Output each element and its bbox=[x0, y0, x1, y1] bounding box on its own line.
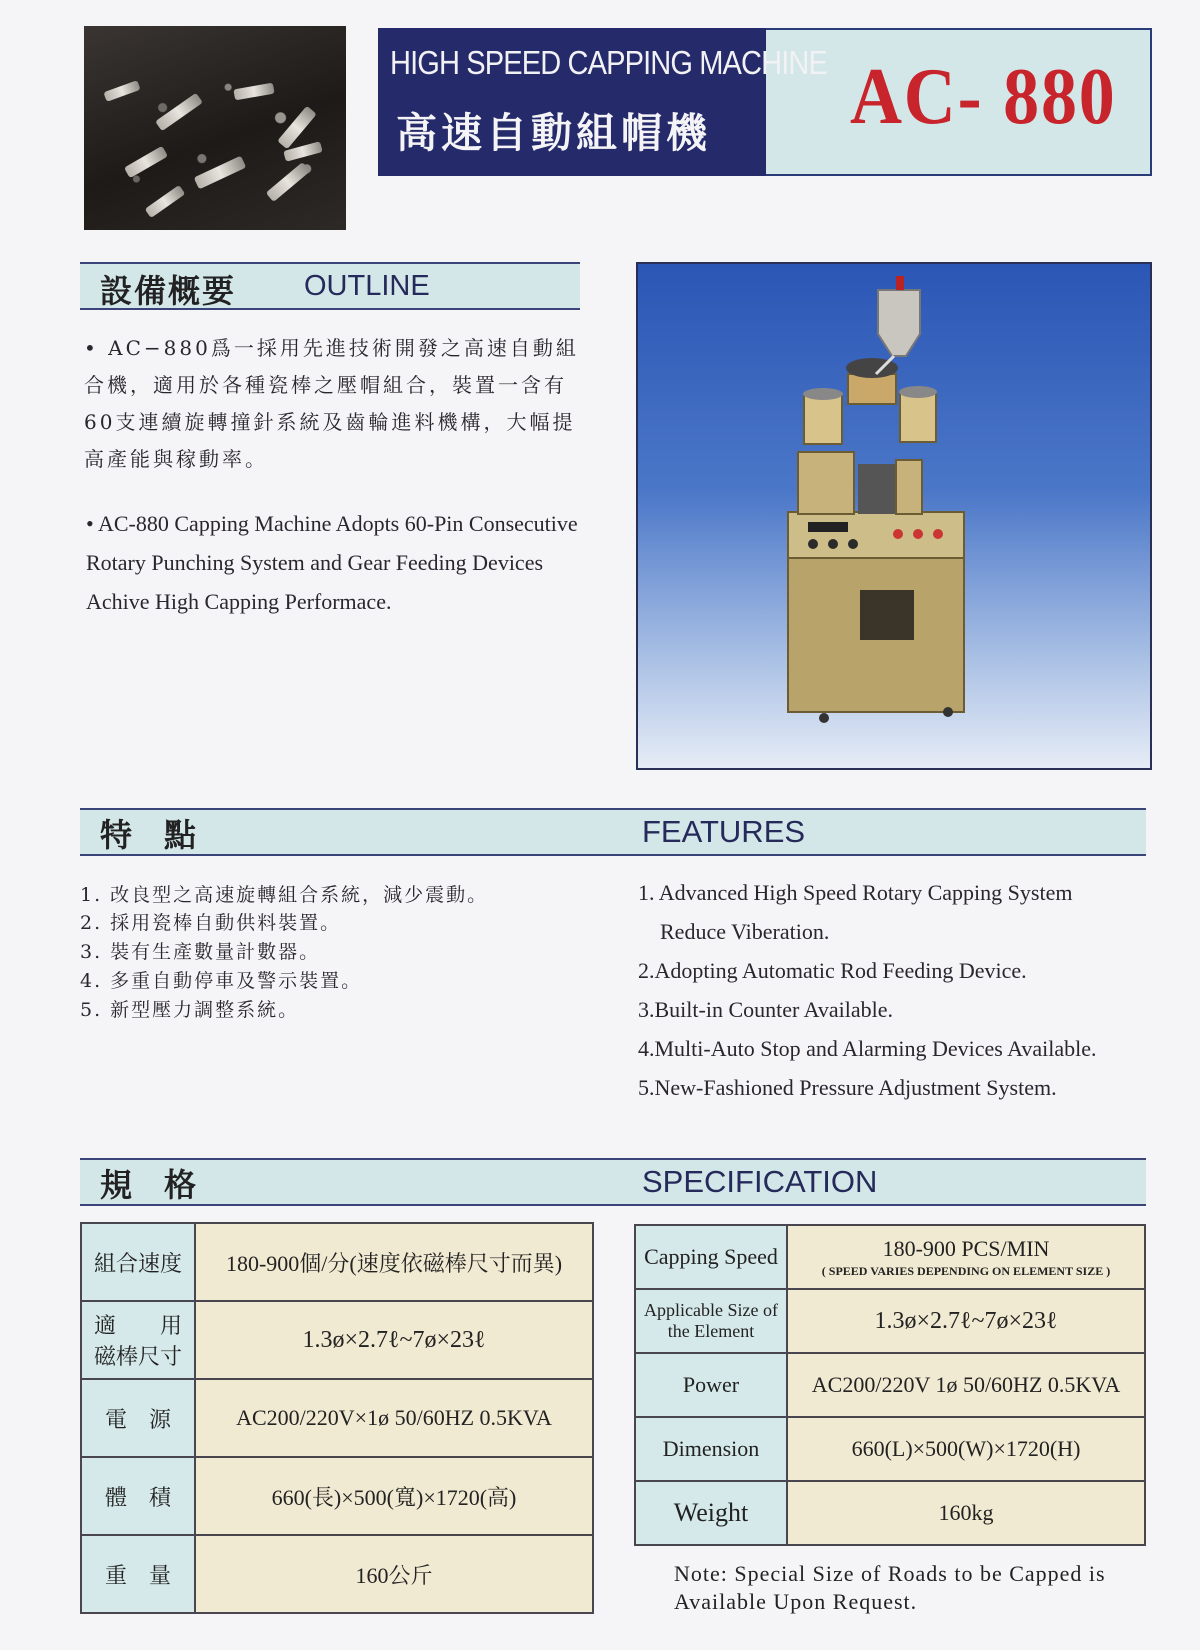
spec-label-zh: 電 源 bbox=[81, 1379, 195, 1457]
features-heading-zh: 特 點 bbox=[100, 816, 197, 854]
spec-value-zh: 160公斤 bbox=[195, 1535, 593, 1613]
feature-zh-4: 4. 多重自動停車及警示裝置。 bbox=[80, 970, 363, 992]
spec-value-zh: 660(長)×500(寬)×1720(高) bbox=[195, 1457, 593, 1535]
feature-en-3: 3.Built-in Counter Available. bbox=[638, 997, 893, 1022]
spec-label-en: Applicable Size of the Element bbox=[635, 1289, 787, 1353]
spec-label-en: Capping Speed bbox=[635, 1225, 787, 1289]
feature-en-4: 4.Multi-Auto Stop and Alarming Devices Available. bbox=[638, 1036, 1097, 1061]
header-title-zh: 高速自動組帽機 bbox=[396, 109, 711, 157]
spec-value-zh: AC200/220V×1ø 50/60HZ 0.5KVA bbox=[195, 1379, 593, 1457]
spec-row-zh bbox=[81, 1301, 593, 1379]
parts-photo bbox=[84, 26, 346, 230]
outline-text-zh: • AC−880爲一採用先進技術開發之高速自動組合機，適用於各種瓷棒之壓帽組合，裝置一含有60支連續旋轉撞針系統及齒輪進料機構，大幅提高產能與稼動率。 bbox=[84, 336, 579, 471]
spec-label-zh: 組合速度 bbox=[81, 1223, 195, 1301]
outline-heading-zh: 設備概要 bbox=[100, 272, 237, 310]
spec-row-en bbox=[635, 1225, 1145, 1289]
features-heading-bar bbox=[80, 808, 1146, 856]
spec-value-en: AC200/220V 1ø 50/60HZ 0.5KVA bbox=[787, 1353, 1145, 1417]
spec-table-en bbox=[634, 1224, 1146, 1546]
spec-value-zh: 1.3ø×2.7ℓ~7ø×23ℓ bbox=[195, 1301, 593, 1379]
spec-heading-zh: 規 格 bbox=[100, 1166, 197, 1204]
spec-value-en bbox=[787, 1225, 1145, 1289]
spec-table-zh bbox=[80, 1222, 594, 1614]
header-title-en: HIGH SPEED CAPPING MACHINE bbox=[390, 44, 828, 81]
spec-label-en: Dimension bbox=[635, 1417, 787, 1481]
feature-zh-5: 5. 新型壓力調整系統。 bbox=[80, 999, 300, 1021]
spec-label-zh: 體 積 bbox=[81, 1457, 195, 1535]
feature-zh-3: 3. 裝有生產數量計數器。 bbox=[80, 941, 321, 963]
spec-heading-bar bbox=[80, 1158, 1146, 1206]
machine-illustration bbox=[638, 264, 1150, 768]
spec-label-en: Weight bbox=[635, 1481, 787, 1545]
feature-en-1: 1. Advanced High Speed Rotary Capping System bbox=[638, 880, 1073, 905]
outline-text-en: • AC-880 Capping Machine Adopts 60-Pin Consecutive Rotary Punching System and Gear Feeding Devices Achive High Capping Performace. bbox=[86, 511, 578, 614]
spec-row-en bbox=[635, 1353, 1145, 1417]
outline-heading-en: OUTLINE bbox=[304, 270, 430, 302]
spec-row-zh bbox=[81, 1535, 593, 1613]
spec-value-en: 660(L)×500(W)×1720(H) bbox=[787, 1417, 1145, 1481]
features-heading-en: FEATURES bbox=[642, 814, 806, 849]
spec-value-en: 1.3ø×2.7ℓ~7ø×23ℓ bbox=[787, 1289, 1145, 1353]
spec-label-zh: 重 量 bbox=[81, 1535, 195, 1613]
spec-subnote: ( SPEED VARIES DEPENDING ON ELEMENT SIZE ) bbox=[821, 1263, 1111, 1278]
feature-zh-1: 1. 改良型之高速旋轉組合系統，減少震動。 bbox=[80, 884, 489, 906]
spec-heading-en: SPECIFICATION bbox=[642, 1164, 878, 1199]
feature-en-5: 5.New-Fashioned Pressure Adjustment System. bbox=[638, 1075, 1057, 1100]
feature-zh-2: 2. 採用瓷棒自動供料裝置。 bbox=[80, 912, 342, 934]
spec-row-zh bbox=[81, 1457, 593, 1535]
spec-row-zh bbox=[81, 1223, 593, 1301]
spec-value-zh: 180-900個/分(速度依磁棒尺寸而異) bbox=[195, 1223, 593, 1301]
spec-row-en bbox=[635, 1481, 1145, 1545]
spec-value-en: 160kg bbox=[787, 1481, 1145, 1545]
machine-photo bbox=[636, 262, 1152, 770]
spec-row-zh bbox=[81, 1379, 593, 1457]
spec-label-en: Power bbox=[635, 1353, 787, 1417]
model-number: AC- 880 bbox=[850, 53, 1117, 141]
feature-en-2: 2.Adopting Automatic Rod Feeding Device. bbox=[638, 958, 1027, 983]
feature-en-1-cont: Reduce Viberation. bbox=[660, 919, 830, 944]
spec-row-en bbox=[635, 1417, 1145, 1481]
spec-note: Note: Special Size of Roads to be Capped is Available Upon Request. bbox=[674, 1561, 1106, 1614]
spec-value-en-text: 180-900 PCS/MIN bbox=[882, 1235, 1050, 1261]
spec-label-zh: 適 用 磁棒尺寸 bbox=[81, 1301, 195, 1379]
spec-row-en bbox=[635, 1289, 1145, 1353]
